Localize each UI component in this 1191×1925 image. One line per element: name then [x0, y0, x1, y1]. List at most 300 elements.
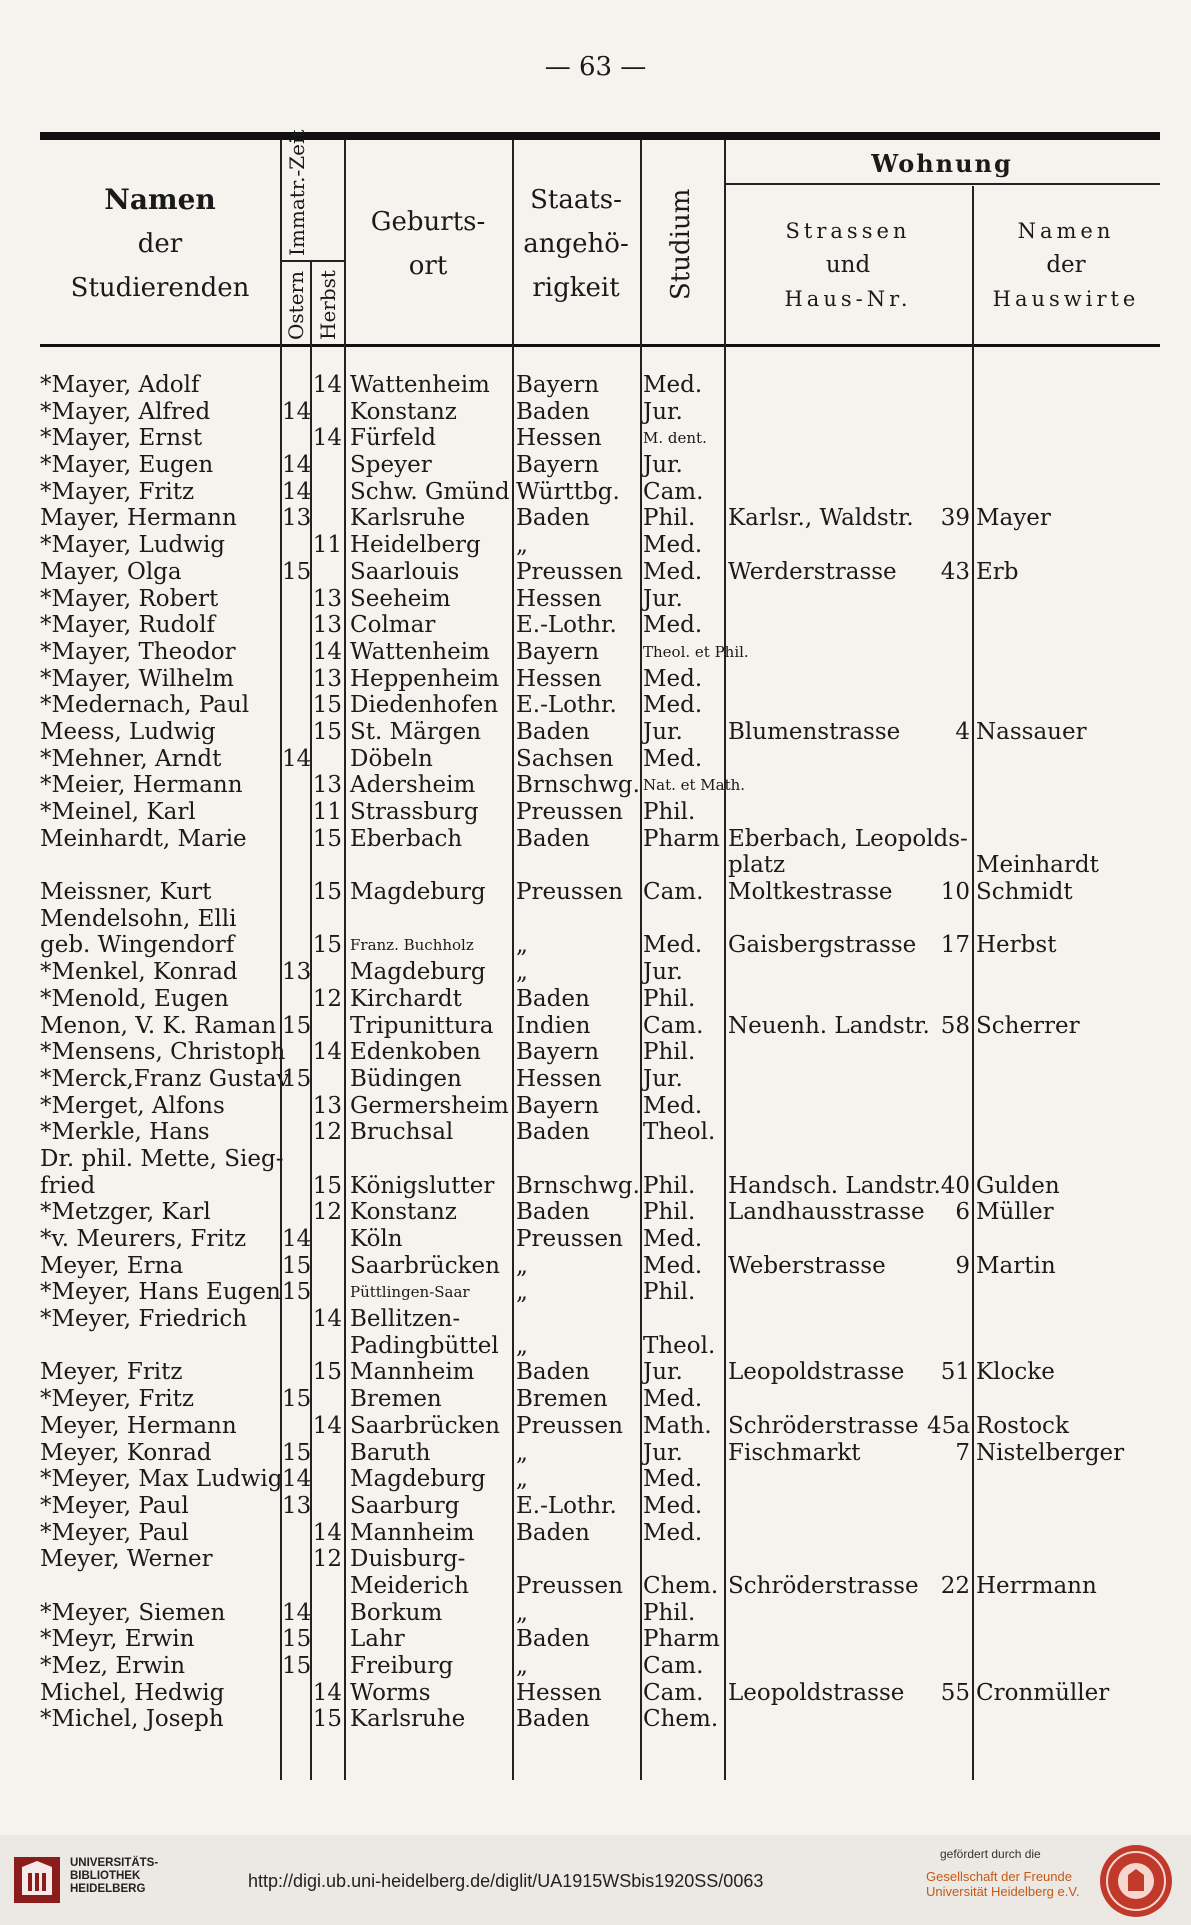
landlord-name: Herbst — [976, 932, 1057, 959]
immatr-ostern: 15 — [282, 1065, 312, 1092]
table-row — [0, 586, 1191, 613]
table-row — [0, 639, 1191, 666]
immatr-herbst: 14 — [312, 1306, 342, 1333]
house-number: 7 — [955, 1439, 970, 1466]
nationality: Indien — [516, 1012, 591, 1039]
header-ort: ort — [408, 251, 448, 281]
immatr-herbst: 14 — [312, 1519, 342, 1546]
immatr-herbst: 12 — [312, 1119, 342, 1146]
immatr-herbst: 14 — [312, 1039, 342, 1066]
header-bottom-rule — [40, 344, 1160, 347]
student-name: *Merkle, Hans — [40, 1119, 210, 1146]
immatr-herbst: 11 — [312, 532, 342, 559]
birthplace: Saarbrücken — [350, 1412, 500, 1439]
street-address: Gaisbergstrasse — [728, 932, 917, 959]
immatr-ostern: 13 — [282, 505, 312, 532]
immatr-ostern: 15 — [282, 1012, 312, 1039]
nationality: Brnschwg. — [516, 1172, 640, 1199]
landlord-name: Herrmann — [976, 1572, 1097, 1599]
table-row — [0, 1653, 1191, 1680]
nationality: Baden — [516, 985, 590, 1012]
nationality: Baden — [516, 1706, 590, 1733]
header-geburts: Geburts- — [370, 207, 486, 237]
table-row — [0, 746, 1191, 773]
student-name: *Mayer, Ludwig — [40, 532, 226, 559]
table-row — [0, 986, 1191, 1013]
study-subject: Jur. — [643, 452, 683, 479]
house-number: 55 — [940, 1679, 970, 1706]
study-subject: Cam. — [643, 1679, 704, 1706]
top-double-rule — [40, 132, 1160, 140]
immatr-ostern: 13 — [282, 1492, 312, 1519]
birthplace: Baruth — [350, 1439, 431, 1466]
immatr-herbst: 11 — [312, 799, 342, 825]
student-name: *Meinel, Karl — [40, 799, 196, 825]
immatr-herbst: 12 — [312, 1546, 342, 1573]
immatr-herbst: 14 — [312, 1412, 342, 1439]
house-number: 39 — [940, 505, 970, 532]
university-seal-icon — [1098, 1843, 1174, 1919]
header-hausnr: Haus-Nr. — [784, 287, 912, 311]
birthplace: Kirchardt — [350, 985, 462, 1012]
birthplace: Karlsruhe — [350, 1706, 466, 1733]
table-row — [0, 852, 1191, 879]
birthplace: Lahr — [350, 1626, 405, 1653]
study-subject: Theol. — [643, 1119, 716, 1146]
table-row — [0, 666, 1191, 693]
nationality: Hessen — [516, 665, 602, 692]
immatr-ostern: 15 — [282, 1653, 312, 1679]
student-name: *Meyer, Max Ludwig — [40, 1466, 283, 1493]
table-row — [0, 772, 1191, 799]
study-subject: Theol. et Phil. — [643, 642, 749, 661]
study-subject: Med. — [643, 1252, 703, 1279]
house-number: 6 — [955, 1199, 970, 1226]
nationality: „ — [516, 1332, 528, 1359]
nationality: Brnschwg. — [516, 772, 640, 799]
immatr-herbst: 13 — [312, 665, 342, 692]
immatr-herbst: 14 — [312, 372, 342, 398]
street-address: platz — [728, 852, 786, 879]
birthplace: Padingbüttel — [350, 1332, 499, 1359]
header-namen: Namen — [104, 183, 216, 216]
immatr-herbst: 14 — [312, 1679, 342, 1706]
street-address: Karlsr., Waldstr. — [728, 505, 914, 532]
table-row — [0, 1440, 1191, 1467]
nationality: Hessen — [516, 585, 602, 612]
landlord-name: Klocke — [976, 1359, 1055, 1386]
nationality: „ — [516, 1252, 528, 1279]
student-name: *Menkel, Konrad — [40, 959, 238, 986]
table-row — [0, 532, 1191, 559]
house-number: 22 — [940, 1572, 970, 1599]
birthplace: Bruchsal — [350, 1119, 454, 1146]
immatr-ostern: 14 — [282, 398, 312, 425]
table-row — [0, 1546, 1191, 1573]
table-row — [0, 1413, 1191, 1440]
library-name — [70, 1857, 158, 1896]
study-subject: Phil. — [643, 985, 696, 1012]
table-row — [0, 1093, 1191, 1120]
street-address: Schröderstrasse — [728, 1572, 919, 1599]
header-studierenden: Studierenden — [70, 273, 250, 303]
street-address: Leopoldstrasse — [728, 1679, 905, 1706]
nationality: Baden — [516, 1519, 590, 1546]
student-name: *v. Meurers, Fritz — [40, 1226, 247, 1252]
house-number: 10 — [940, 879, 970, 906]
nationality: Bayern — [516, 452, 600, 479]
student-name: *Merget, Alfons — [40, 1092, 225, 1119]
birthplace: Saarlouis — [350, 558, 460, 585]
immatr-herbst: 14 — [312, 425, 342, 452]
birthplace: Magdeburg — [350, 879, 486, 906]
birthplace: Büdingen — [350, 1065, 462, 1092]
house-number: 9 — [955, 1252, 970, 1279]
house-number: 40 — [940, 1172, 970, 1199]
header-namen2: Namen — [1017, 219, 1115, 243]
library-name-line3: HEIDELBERG — [70, 1883, 146, 1895]
house-number: 58 — [940, 1012, 970, 1039]
immatr-ostern: 15 — [282, 1439, 312, 1466]
immatr-ostern: 14 — [282, 478, 312, 505]
student-name: Meinhardt, Marie — [40, 825, 247, 852]
immatr-ostern: 14 — [282, 1466, 312, 1493]
table-row — [0, 1039, 1191, 1066]
nationality: „ — [516, 1279, 528, 1306]
study-subject: Phil. — [643, 1599, 696, 1626]
immatr-herbst: 14 — [312, 638, 342, 665]
nationality: „ — [516, 932, 528, 959]
nationality: Preussen — [516, 1226, 623, 1252]
house-number: 17 — [940, 932, 970, 959]
student-name: Meyer, Fritz — [40, 1359, 183, 1386]
immatr-herbst: 15 — [312, 825, 342, 852]
student-table-body — [0, 372, 1191, 1733]
house-number: 51 — [940, 1359, 970, 1386]
landlord-name: Mayer — [976, 505, 1051, 532]
birthplace: Mannheim — [350, 1519, 475, 1546]
immatr-herbst: 15 — [312, 1172, 342, 1199]
street-address: Leopoldstrasse — [728, 1359, 905, 1386]
student-name: Meyer, Konrad — [40, 1439, 212, 1466]
birthplace: Borkum — [350, 1599, 443, 1626]
study-subject: Jur. — [643, 585, 683, 612]
landlord-name: Cronmüller — [976, 1679, 1110, 1706]
table-row — [0, 1573, 1191, 1600]
society-line1: Gesellschaft der Freunde — [926, 1869, 1072, 1884]
landlord-name: Gulden — [976, 1172, 1060, 1199]
street-address: Werderstrasse — [728, 558, 897, 585]
table-row — [0, 1359, 1191, 1386]
immatr-ostern: 14 — [282, 1226, 312, 1252]
student-name: Meyer, Werner — [40, 1546, 213, 1573]
landlord-name: Nassauer — [976, 718, 1087, 745]
student-name: *Metzger, Karl — [40, 1199, 211, 1226]
immatr-ostern: 14 — [282, 745, 312, 772]
student-name: *Meyer, Hans Eugen — [40, 1279, 281, 1306]
header-der2: der — [1046, 252, 1086, 278]
landlord-name: Rostock — [976, 1412, 1069, 1439]
header-der: der — [137, 229, 183, 259]
student-name: Meissner, Kurt — [40, 879, 212, 906]
library-name-line2: BIBLIOTHEK — [70, 1870, 141, 1882]
study-subject: Cam. — [643, 879, 704, 906]
header-rigkeit: rigkeit — [532, 273, 620, 303]
nationality: Preussen — [516, 1572, 623, 1599]
student-name: *Meyer, Friedrich — [40, 1306, 248, 1333]
nationality: Hessen — [516, 425, 602, 452]
birthplace: Colmar — [350, 612, 436, 639]
street-address: Landhausstrasse — [728, 1199, 925, 1226]
immatr-ostern: 15 — [282, 1386, 312, 1413]
immatr-ostern: 15 — [282, 558, 312, 585]
student-name: Meyer, Erna — [40, 1252, 184, 1279]
library-logo-icon — [12, 1855, 62, 1905]
birthplace: Konstanz — [350, 1199, 457, 1226]
student-name: *Merck,Franz Gustav — [40, 1065, 290, 1092]
student-name: *Michel, Joseph — [40, 1706, 224, 1733]
immatr-rule — [280, 260, 344, 262]
birthplace: Wattenheim — [350, 638, 490, 665]
nationality: E.-Lothr. — [516, 612, 617, 639]
table-row — [0, 879, 1191, 906]
study-subject: Med. — [643, 558, 703, 585]
birthplace: Meiderich — [350, 1572, 469, 1599]
nationality: Bayern — [516, 1039, 600, 1066]
immatr-herbst: 13 — [312, 612, 342, 639]
student-name: fried — [40, 1172, 96, 1199]
student-name: *Meyer, Paul — [40, 1519, 189, 1546]
birthplace: Magdeburg — [350, 959, 486, 986]
table-row — [0, 1173, 1191, 1200]
student-name: *Mayer, Ernst — [40, 425, 203, 452]
table-row — [0, 719, 1191, 746]
landlord-name: Müller — [976, 1199, 1054, 1226]
table-row — [0, 1680, 1191, 1707]
nationality: „ — [516, 1466, 528, 1493]
birthplace: Edenkoben — [350, 1039, 481, 1066]
birthplace: Diedenhofen — [350, 692, 499, 719]
nationality: Bayern — [516, 1092, 600, 1119]
student-name: *Mehner, Arndt — [40, 745, 222, 772]
nationality: „ — [516, 1439, 528, 1466]
header-herbst: Herbst — [316, 270, 340, 340]
table-row — [0, 1333, 1191, 1360]
study-subject: Phil. — [643, 1279, 696, 1306]
student-name: *Mayer, Adolf — [40, 372, 200, 398]
header-hauswirte: Hauswirte — [992, 287, 1140, 311]
table-row — [0, 1199, 1191, 1226]
nationality: Hessen — [516, 1679, 602, 1706]
table-row — [0, 1306, 1191, 1333]
table-row — [0, 372, 1191, 399]
nationality: Hessen — [516, 1065, 602, 1092]
table-row — [0, 1226, 1191, 1253]
library-name-line1: UNIVERSITÄTS- — [70, 1857, 159, 1869]
study-subject: Med. — [643, 1492, 703, 1519]
study-subject: Jur. — [643, 1359, 683, 1386]
birthplace: Mannheim — [350, 1359, 475, 1386]
table-row — [0, 559, 1191, 586]
study-subject: Med. — [643, 1386, 703, 1413]
header-wohnung: Wohnung — [871, 149, 1013, 178]
header-staats: Staats- — [530, 185, 622, 215]
immatr-herbst: 13 — [312, 772, 342, 799]
birthplace: Karlsruhe — [350, 505, 466, 532]
nationality: Baden — [516, 1199, 590, 1226]
study-subject: Phil. — [643, 1172, 696, 1199]
birthplace: Speyer — [350, 452, 432, 479]
immatr-ostern: 15 — [282, 1626, 312, 1653]
street-address: Weberstrasse — [728, 1252, 886, 1279]
immatr-herbst: 13 — [312, 585, 342, 612]
birthplace: Wattenheim — [350, 372, 490, 398]
funded-by-label: gefördert durch die — [940, 1847, 1041, 1861]
study-subject: Theol. — [643, 1332, 716, 1359]
birthplace: Bellitzen- — [350, 1306, 461, 1333]
study-subject: Med. — [643, 1226, 703, 1252]
nationality: Bayern — [516, 638, 600, 665]
house-number: 45a — [927, 1412, 970, 1439]
header-und: und — [825, 252, 871, 278]
birthplace: Germersheim — [350, 1092, 509, 1119]
nationality: Baden — [516, 505, 590, 532]
header-angehoe: angehö- — [523, 229, 629, 259]
study-subject: Jur. — [643, 1439, 683, 1466]
street-address: Eberbach, Leopolds- — [728, 825, 968, 852]
immatr-herbst: 15 — [312, 692, 342, 719]
birthplace: Konstanz — [350, 398, 457, 425]
table-row — [0, 612, 1191, 639]
table-row — [0, 959, 1191, 986]
student-name: *Meier, Hermann — [40, 772, 243, 799]
student-name: *Medernach, Paul — [40, 692, 250, 719]
study-subject: Med. — [643, 1092, 703, 1119]
table-row — [0, 799, 1191, 826]
student-name: Mendelsohn, Elli — [40, 905, 237, 932]
table-row — [0, 505, 1191, 532]
birthplace: Franz. Buchholz — [350, 936, 474, 955]
table-row — [0, 1279, 1191, 1306]
study-subject: Phil. — [643, 1199, 696, 1226]
table-row — [0, 1706, 1191, 1733]
student-name: Meess, Ludwig — [40, 718, 216, 745]
digitization-url[interactable]: http://digi.ub.uni-heidelberg.de/diglit/UA1915WSbis1920SS/0063 — [248, 1871, 764, 1891]
header-immatr-zeit: Immatr.-Zeit — [285, 129, 309, 256]
student-name: *Mez, Erwin — [40, 1653, 186, 1679]
birthplace: Königslutter — [350, 1172, 495, 1199]
study-subject: Jur. — [643, 398, 683, 425]
birthplace: Strassburg — [350, 799, 479, 825]
immatr-ostern: 14 — [282, 452, 312, 479]
landlord-name: Scherrer — [976, 1012, 1080, 1039]
immatr-herbst: 15 — [312, 879, 342, 906]
table-row — [0, 1520, 1191, 1547]
table-row — [0, 1253, 1191, 1280]
birthplace: St. Märgen — [350, 718, 482, 745]
study-subject: Jur. — [643, 1065, 683, 1092]
birthplace: Saarbrücken — [350, 1252, 500, 1279]
nationality: Baden — [516, 825, 590, 852]
header-studium: Studium — [666, 188, 696, 300]
study-subject: Med. — [643, 532, 703, 559]
nationality: Baden — [516, 398, 590, 425]
immatr-herbst: 15 — [312, 718, 342, 745]
nationality: Bremen — [516, 1386, 608, 1413]
immatr-ostern: 13 — [282, 959, 312, 986]
student-name: *Mayer, Robert — [40, 585, 219, 612]
table-row — [0, 1066, 1191, 1093]
student-name: Mayer, Olga — [40, 558, 182, 585]
street-address: Fischmarkt — [728, 1439, 861, 1466]
nationality: Bayern — [516, 372, 600, 398]
student-name: Menon, V. K. Raman — [40, 1012, 277, 1039]
table-row — [0, 1466, 1191, 1493]
birthplace: Adersheim — [350, 772, 476, 799]
nationality: Baden — [516, 1359, 590, 1386]
header-ostern: Ostern — [284, 271, 308, 340]
nationality: E.-Lothr. — [516, 692, 617, 719]
immatr-ostern: 14 — [282, 1599, 312, 1626]
landlord-name: Nistelberger — [976, 1439, 1125, 1466]
immatr-herbst: 15 — [312, 1359, 342, 1386]
society-name — [926, 1869, 1079, 1899]
birthplace: Duisburg- — [350, 1546, 466, 1573]
nationality: Preussen — [516, 1412, 623, 1439]
student-name: geb. Wingendorf — [40, 932, 235, 959]
table-row — [0, 1146, 1191, 1173]
table-row — [0, 932, 1191, 959]
nationality: Baden — [516, 1626, 590, 1653]
study-subject: Med. — [643, 1519, 703, 1546]
student-name: *Meyer, Siemen — [40, 1599, 226, 1626]
immatr-herbst: 15 — [312, 1706, 342, 1733]
study-subject: Phil. — [643, 799, 696, 825]
study-subject: Med. — [643, 1466, 703, 1493]
study-subject: Cam. — [643, 1012, 704, 1039]
study-subject: Phil. — [643, 1039, 696, 1066]
birthplace: Saarburg — [350, 1492, 460, 1519]
study-subject: Pharm — [643, 1626, 720, 1653]
study-subject: Cam. — [643, 478, 704, 505]
student-name: Meyer, Hermann — [40, 1412, 237, 1439]
birthplace: Döbeln — [350, 745, 433, 772]
table-row — [0, 479, 1191, 506]
society-line2: Universität Heidelberg e.V. — [926, 1884, 1080, 1899]
table-row — [0, 1493, 1191, 1520]
table-row — [0, 399, 1191, 426]
study-subject: Pharm — [643, 825, 720, 852]
header-strassen: Strassen — [785, 219, 911, 243]
landlord-name: Meinhardt — [976, 852, 1099, 879]
birthplace: Magdeburg — [350, 1466, 486, 1493]
student-name: *Mensens, Christoph — [40, 1039, 286, 1066]
immatr-herbst: 13 — [312, 1092, 342, 1119]
table-row — [0, 452, 1191, 479]
study-subject: Cam. — [643, 1653, 704, 1679]
house-number: 43 — [940, 558, 970, 585]
street-address: Blumenstrasse — [728, 718, 901, 745]
page-number: — 63 — — [544, 52, 647, 82]
nationality: „ — [516, 532, 528, 559]
table-row — [0, 425, 1191, 452]
student-name: *Mayer, Alfred — [40, 398, 211, 425]
table-row — [0, 1386, 1191, 1413]
street-address: Moltkestrasse — [728, 879, 893, 906]
student-name: *Mayer, Wilhelm — [40, 665, 234, 692]
immatr-herbst: 12 — [312, 1199, 342, 1226]
student-name: *Meyer, Fritz — [40, 1386, 195, 1413]
